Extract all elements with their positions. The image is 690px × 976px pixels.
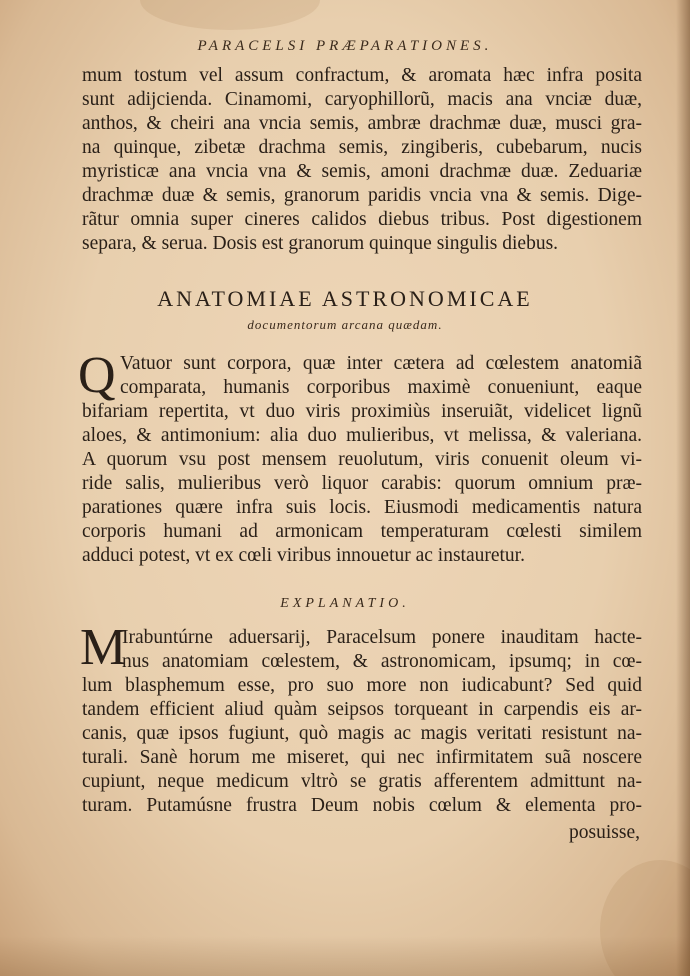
- text-line: separa, & serua. Dosis est granorum quinque singulis diebus.: [82, 233, 559, 254]
- text-line: myristicæ ana vncia vna & semis, amoni drachmæ duæ. Zeduariæ: [82, 161, 642, 182]
- text-line: na quinque, zibetæ drachma semis, zingiberis, cubebarum, nucis: [82, 137, 642, 158]
- text-line: sunt adijciendа. Cinamomi, caryophillorũ, macis ana vnciæ duæ,: [82, 89, 642, 110]
- text-line: lum blasphemum esse, pro suo more non iudicabunt? Sed quid: [82, 675, 642, 696]
- page-shadow: [0, 936, 690, 976]
- text-line: turam. Putamúsne frustra Deum nobis cœlum & elementa pro-: [82, 795, 642, 816]
- text-line: mum tostum vel assum confractum, & aromata hæc infra posita: [82, 65, 642, 86]
- paragraph-explanation: [82, 626, 642, 818]
- text-line: aloes, & antimonium: alia duo mulieribus, vt melissa, & valeriana.: [82, 425, 642, 446]
- text-line: ride salis, mulieribus verò liquor carabis: quorum omnium præ-: [82, 473, 642, 494]
- text-line: tandem efficient aliud quàm seipsos torqueant in carpendis eis ar-: [82, 699, 642, 720]
- drop-cap: M: [80, 619, 127, 676]
- paragraph-anatomy: [82, 352, 642, 568]
- section-subheading: documentorum arcana quædam.: [247, 317, 443, 332]
- paragraph-recipe: [82, 64, 642, 256]
- stain: [140, 0, 320, 30]
- drop-cap: Q: [78, 347, 116, 404]
- text-line: adduci potest, vt ex cœli viribus innouetur ac instauretur.: [82, 545, 525, 566]
- text-line: A quorum vsu post mensem reuolutum, viris conuenit oleum vi-: [82, 449, 642, 470]
- running-head: PARACELSI PRÆPARATIONES.: [197, 38, 493, 54]
- text-line: parationes quære infra suis locis. Eiusmodi medicamentis natura: [82, 497, 642, 518]
- section-heading: ANATOMIAE ASTRONOMICAE: [157, 286, 533, 311]
- text-line: cupiunt, neque medicum vltrò se gratis afferentem admittunt na-: [82, 771, 642, 792]
- catchword: posuisse,: [569, 822, 640, 843]
- page-edge: [676, 0, 690, 976]
- text-line: rãtur omnia super cineres calidos diebus tribus. Post digestionem: [82, 209, 642, 230]
- text-line: Irabuntúrne aduersarij, Paracelsum ponere inauditam hacte-: [122, 627, 642, 648]
- text-line: corporis humani ad armonicam temperaturam cœlesti similem: [82, 521, 642, 542]
- text-line: anthos, & cheiri ana vncia semis, ambræ drachmæ duæ, musci gra-: [82, 113, 642, 134]
- text-line: nus anatomiam cœlestem, & astronomicam, ipsumq; in cœ-: [122, 651, 642, 672]
- text-line: bifariam repertita, vt duo viris proximiùs inseruiãt, videlicet lignũ: [82, 401, 642, 422]
- text-line: Vatuor sunt corpora, quæ inter cætera ad cœlestem anatomiã: [120, 353, 642, 374]
- text-line: canis, quæ ipsos fugiunt, quò magis ac magis veritati resistunt na-: [82, 723, 642, 744]
- text-line: drachmæ duæ & semis, granorum paridis vncia vna & semis. Dige-: [82, 185, 642, 206]
- text-line: turali. Sanè horum me miseret, qui nec infirmitatem suã noscere: [82, 747, 642, 768]
- text-line: comparata, humanis corporibus maximè conueniunt, eaque: [120, 377, 642, 398]
- explanatio-heading: EXPLANATIO.: [280, 596, 410, 611]
